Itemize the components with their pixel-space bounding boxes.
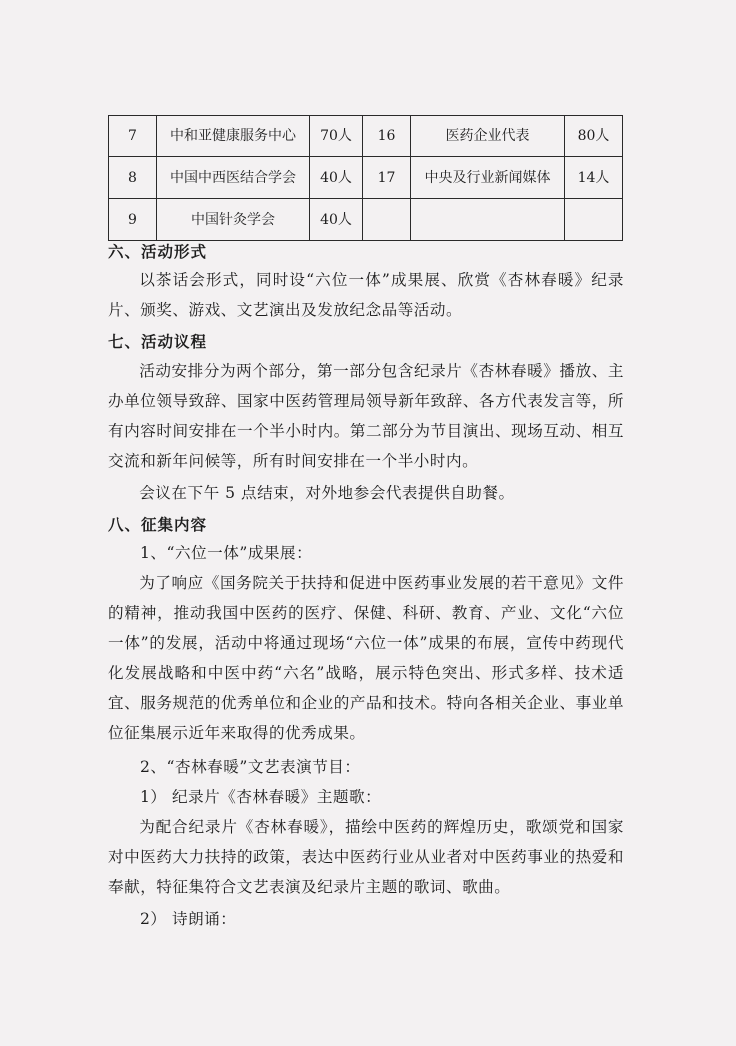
table-cell: 9 bbox=[109, 199, 157, 241]
table-cell: 70人 bbox=[310, 116, 363, 157]
table-cell bbox=[363, 199, 411, 241]
paragraph: 为配合纪录片《杏林春暖》，描绘中医药的辉煌历史，歌颂党和国家对中医药大力扶持的政策，表达中医药行业从业者对中医药事业的热爱和奉献，特征集符合文艺表演及纪录片主题的歌词、歌曲。 bbox=[108, 818, 624, 896]
table-cell: 40人 bbox=[310, 199, 363, 241]
paragraph: 为了响应《国务院关于扶持和促进中医药事业发展的若干意见》文件的精神，推动我国中医药的医疗、保健、科研、教育、产业、文化“六位一体”的发展，活动中将通过现场“六位一体”成果的布展，宣传中药现代化发展战略和中医中药“六名”战略，展示特色突出、形式多样、技术适宜、服务规范的优秀单位和企业的产品和技术。特向各相关企业、事业单位征集展示近年来取得的优秀成果。 bbox=[108, 574, 624, 742]
table-cell: 40人 bbox=[310, 157, 363, 199]
section-heading: 六、活动形式 bbox=[108, 242, 208, 261]
sub-item: 1） 纪录片《杏林春暖》主题歌： bbox=[140, 788, 382, 806]
section-heading: 七、活动议程 bbox=[108, 332, 208, 351]
table-cell: 80人 bbox=[565, 116, 623, 157]
table-cell bbox=[565, 199, 623, 241]
table-row bbox=[109, 116, 623, 157]
paragraph: 以茶话会形式，同时设“六位一体”成果展、欣赏《杏林春暖》纪录片、颁奖、游戏、文艺演出及发放纪念品等活动。 bbox=[108, 271, 624, 319]
table-cell: 医药企业代表 bbox=[411, 116, 565, 157]
paragraph: 会议在下午 5 点结束，对外地参会代表提供自助餐。 bbox=[139, 484, 515, 502]
table-cell: 7 bbox=[109, 116, 157, 157]
table-cell: 17 bbox=[363, 157, 411, 199]
section-heading: 八、征集内容 bbox=[108, 515, 208, 534]
table-row bbox=[109, 157, 623, 199]
table-cell: 中和亚健康服务中心 bbox=[157, 116, 310, 157]
list-item: 2、“杏林春暖”文艺表演节目： bbox=[140, 758, 361, 776]
paragraph: 活动安排分为两个部分，第一部分包含纪录片《杏林春暖》播放、主办单位领导致辞、国家中医药管理局领导新年致辞、各方代表发言等，所有内容时间安排在一个半小时内。第二部分为节目演出、现场互动、相互交流和新年问候等，所有时间安排在一个半小时内。 bbox=[108, 362, 624, 470]
attendee-table bbox=[108, 115, 623, 241]
sub-item: 2） 诗朗诵： bbox=[140, 910, 237, 928]
table-cell: 8 bbox=[109, 157, 157, 199]
table-cell: 中国中西医结合学会 bbox=[157, 157, 310, 199]
table-cell: 中央及行业新闻媒体 bbox=[411, 157, 565, 199]
table-cell: 中国针灸学会 bbox=[157, 199, 310, 241]
table-row bbox=[109, 199, 623, 241]
table-cell bbox=[411, 199, 565, 241]
list-item: 1、“六位一体”成果展： bbox=[140, 544, 313, 562]
table-cell: 16 bbox=[363, 116, 411, 157]
table-cell: 14人 bbox=[565, 157, 623, 199]
